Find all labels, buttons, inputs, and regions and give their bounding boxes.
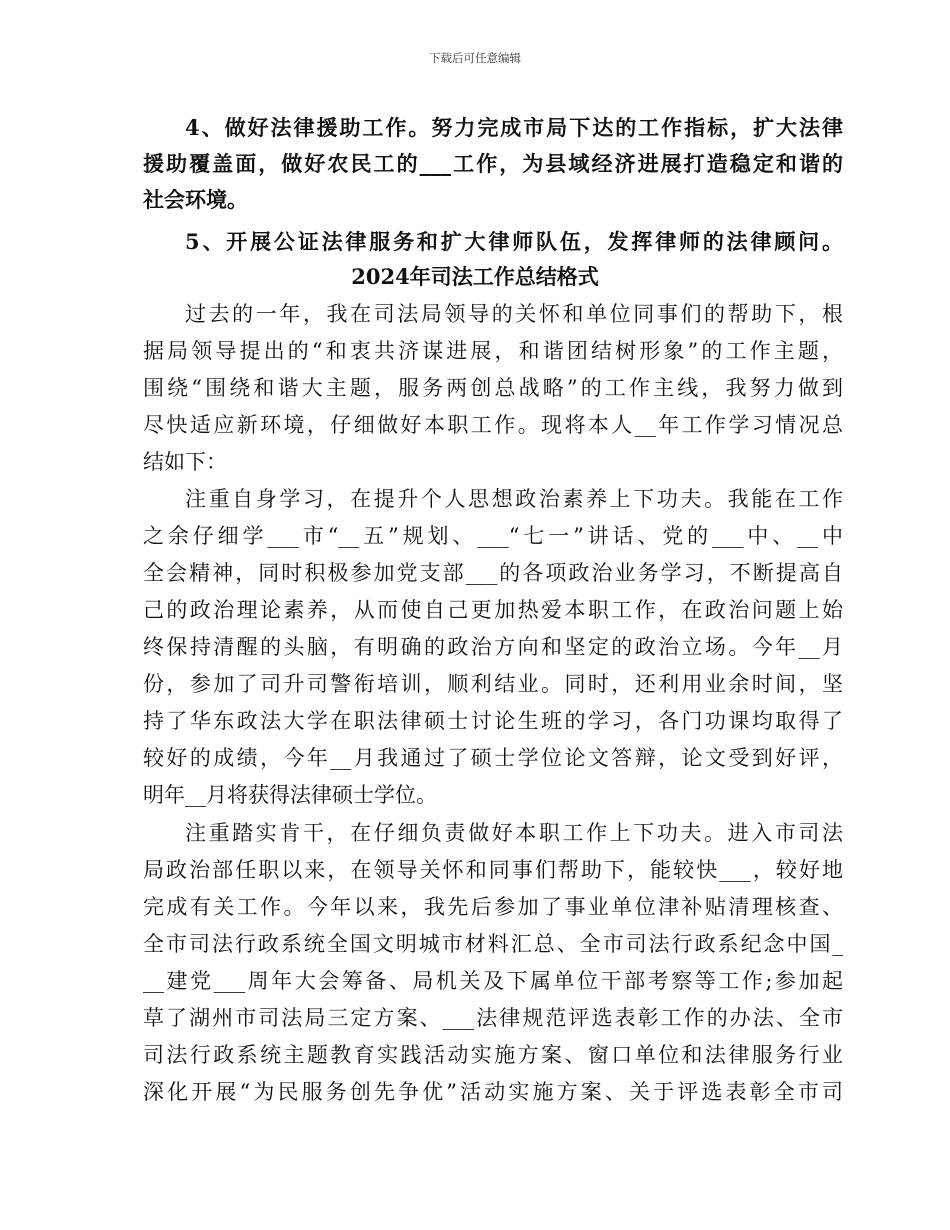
section1-line-3: 社会环境。 — [143, 187, 248, 212]
p3-line-6: 草了湖州市司法局三定方案、___法律规范评选表彰工作的办法、全市 — [143, 1006, 843, 1030]
p1-line-4: 尽快适应新环境，仔细做好本职工作。现将本人__年工作学习情况总 — [143, 413, 843, 437]
section1-line-4: 5、开展公证法律服务和扩大律师队伍，发挥律师的法律顾问。 — [185, 229, 843, 254]
p2-line-5: 终保持清醒的头脑，有明确的政治方向和坚定的政治立场。今年__月 — [143, 635, 843, 659]
header-note: 下载后可任意编辑 — [429, 51, 521, 65]
p2-line-6: 份，参加了司升司警衔培训，顺利结业。同时，还利用业余时间，坚 — [143, 672, 843, 696]
p2-line-7: 持了华东政法大学在职法律硕士讨论生班的学习，各门功课均取得了 — [143, 709, 843, 733]
p1-line-3: 围绕“围绕和谐大主题，服务两创总战略”的工作主线，我努力做到 — [143, 376, 843, 400]
p1-line-1: 过去的一年，我在司法局领导的关怀和单位同事们的帮助下，根 — [185, 302, 843, 326]
p3-line-3: 完成有关工作。今年以来，我先后参加了事业单位津补贴清理核查、 — [143, 895, 843, 919]
p1-line-5: 结如下： — [143, 450, 227, 474]
p3-line-2: 局政治部任职以来，在领导关怀和同事们帮助下，能较快___，较好地 — [143, 858, 843, 882]
p2-line-1: 注重自身学习，在提升个人思想政治素养上下功夫。我能在工作 — [185, 487, 843, 511]
p3-line-7: 司法行政系统主题教育实践活动实施方案、窗口单位和法律服务行业 — [143, 1043, 843, 1067]
section1-line-2: 援助覆盖面，做好农民工的___工作，为县域经济进展打造稳定和谐的 — [143, 151, 843, 176]
p3-line-1: 注重踏实肯干，在仔细负责做好本职工作上下功夫。进入市司法 — [185, 821, 843, 845]
document-title: 2024年司法工作总结格式 — [351, 264, 599, 289]
p3-line-5: __建党___周年大会筹备、局机关及下属单位干部考察等工作;参加起 — [143, 969, 843, 993]
p3-line-4: 全市司法行政系统全国文明城市材料汇总、全市司法行政系纪念中国_ — [143, 932, 843, 956]
p3-line-8: 深化开展“为民服务创先争优”活动实施方案、关于评选表彰全市司 — [143, 1080, 843, 1104]
p2-line-2: 之余仔细学___市“__五”规划、___“七一”讲话、党的___中、__中 — [143, 524, 843, 548]
p2-line-4: 己的政治理论素养，从而使自己更加热爱本职工作，在政治问题上始 — [143, 598, 843, 622]
p2-line-3: 全会精神，同时积极参加党支部___的各项政治业务学习，不断提高自 — [143, 561, 843, 585]
p1-line-2: 据局领导提出的“和衷共济谋进展，和谐团结树形象”的工作主题， — [143, 339, 843, 363]
p2-line-8: 较好的成绩，今年__月我通过了硕士学位论文答辩，论文受到好评， — [143, 746, 843, 770]
section1-line-1: 4、做好法律援助工作。努力完成市局下达的工作指标，扩大法律 — [185, 115, 843, 140]
p2-line-9: 明年__月将获得法律硕士学位。 — [143, 783, 437, 807]
